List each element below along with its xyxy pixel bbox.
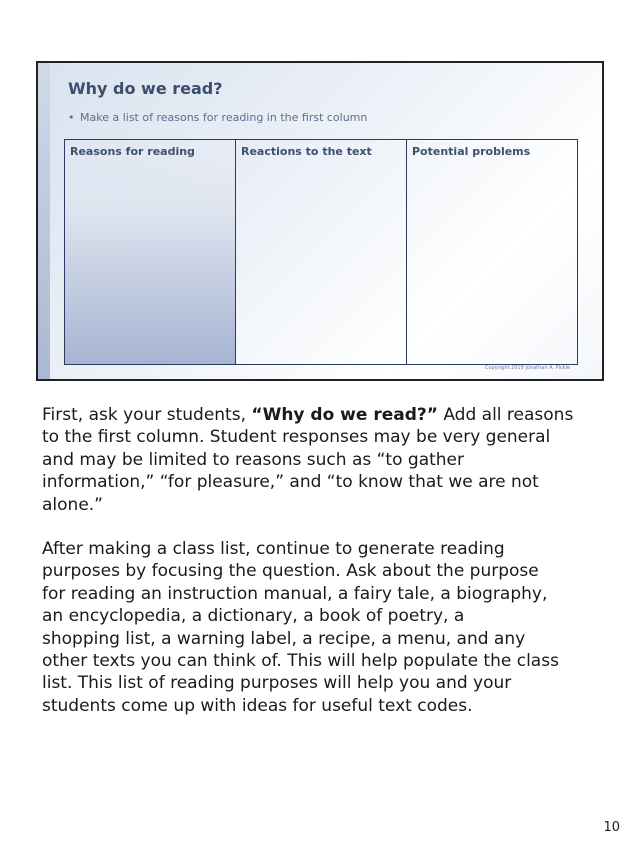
table-column-reasons [65, 140, 236, 364]
column-header-reactions: Reactions to the text [241, 145, 372, 158]
slide-bullet [68, 111, 367, 124]
text-line: for reading an instruction manual, a fairy tale, a biography, [42, 583, 548, 604]
bullet-marker: • [68, 111, 75, 124]
column-header-reasons: Reasons for reading [70, 145, 195, 158]
text-line: After making a class list, continue to generate reading [42, 539, 505, 560]
page-number: 10 [603, 820, 620, 835]
emphasized-question: “Why do we read?” [251, 405, 438, 425]
text-line: information,” “for pleasure,” and “to know that we are not [42, 472, 539, 493]
slide-copyright: Copyright 2018 Jonathan A. Pickle [485, 365, 570, 371]
column-header-problems: Potential problems [412, 145, 531, 158]
text-line: other texts you can think of. This will help populate the class [42, 651, 559, 672]
text-span: Add all reasons [437, 405, 574, 425]
text-line: list. This list of reading purposes will help you and your [42, 673, 512, 694]
slide-image [36, 61, 604, 381]
text-line: students come up with ideas for useful text codes. [42, 695, 473, 716]
text-line: and may be limited to reasons such as “to gather [42, 449, 464, 470]
text-line: shopping list, a warning label, a recipe, a menu, and any [42, 628, 526, 649]
text-line [42, 404, 602, 426]
text-line: alone.” [42, 494, 103, 515]
paragraph-2 [42, 538, 602, 717]
text-span: First, ask your students, [42, 405, 252, 425]
table-column-reactions [236, 140, 407, 364]
slide-bullet-text: Make a list of reasons for reading in the first column [80, 111, 368, 124]
slide-title: Why do we read? [68, 79, 223, 98]
reasons-table [64, 139, 578, 365]
text-line: an encyclopedia, a dictionary, a book of poetry, a [42, 606, 465, 627]
text-line: purposes by focusing the question. Ask about the purpose [42, 561, 539, 582]
paragraph-1 [42, 404, 602, 516]
instruction-text [42, 404, 602, 717]
text-line: to the first column. Student responses may be very general [42, 427, 551, 448]
slide-decorative-band [38, 63, 50, 379]
table-column-problems [407, 140, 577, 364]
